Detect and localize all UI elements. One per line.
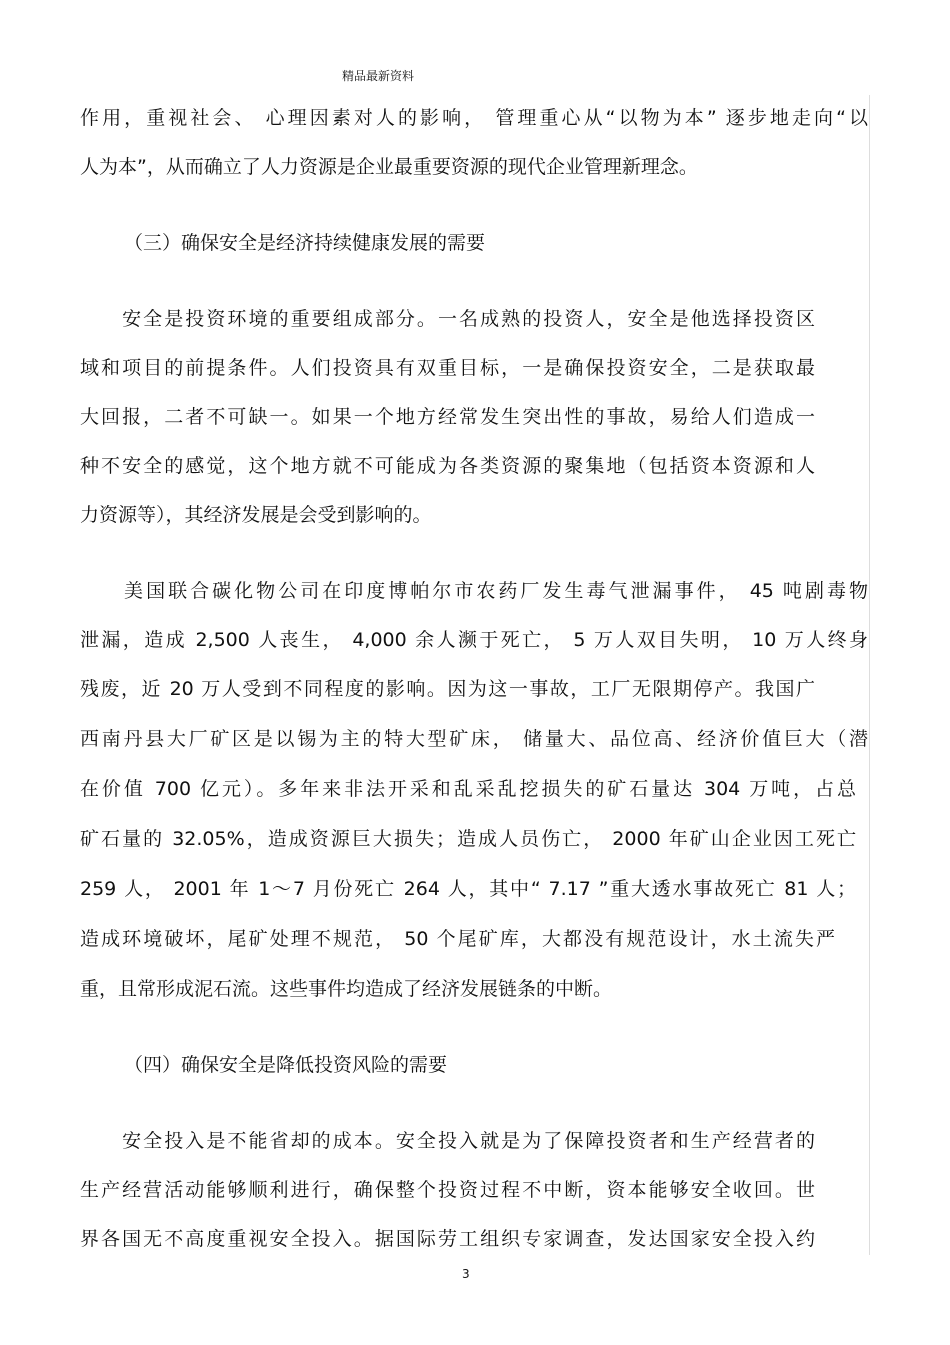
paragraph-line: 矿石量的 32.05%，造成资源巨大损失；造成人员伤亡， 2000 年矿山企业因工死亡: [80, 828, 856, 850]
paragraph-line: 人为本”，从而确立了人力资源是企业最重要资源的现代企业管理新理念。: [80, 156, 698, 178]
paragraph-line: 界各国无不高度重视安全投入。据国际劳工组织专家调查，发达国家安全投入约: [80, 1228, 815, 1250]
section-heading: （三）确保安全是经济持续健康发展的需要: [124, 232, 486, 254]
paragraph-line: 重，且常形成泥石流。这些事件均造成了经济发展链条的中断。: [80, 978, 613, 1000]
paragraph-line: 力资源等），其经济发展是会受到影响的。: [80, 504, 432, 526]
paragraph-line: 大回报，二者不可缺一。如果一个地方经常发生突出性的事故，易给人们造成一: [80, 406, 815, 428]
paragraph-line: 域和项目的前提条件。人们投资具有双重目标，一是确保投资安全，二是获取最: [80, 357, 815, 379]
paragraph-line: 在价值 700 亿元）。多年来非法开采和乱采乱挖损失的矿石量达 304 万吨，占总: [80, 778, 856, 800]
paragraph-line: 残废，近 20 万人受到不同程度的影响。因为这一事故，工厂无限期停产。我国广: [80, 678, 815, 700]
paragraph-line: 生产经营活动能够顺利进行，确保整个投资过程不中断，资本能够安全收回。世: [80, 1179, 815, 1201]
section-heading: （四）确保安全是降低投资风险的需要: [124, 1054, 448, 1076]
paragraph-line: 西南丹县大厂矿区是以锡为主的特大型矿床， 储量大、品位高、经济价值巨大（潜: [80, 728, 868, 750]
paragraph-line: 安全是投资环境的重要组成部分。一名成熟的投资人，安全是他选择投资区: [80, 308, 815, 330]
paragraph-line: 美国联合碳化物公司在印度博帕尔市农药厂发生毒气泄漏事件， 45 吨剧毒物: [80, 580, 868, 602]
paragraph-line: 种不安全的感觉，这个地方就不可能成为各类资源的聚集地（包括资本资源和人: [80, 455, 815, 477]
paragraph-line: 259 人， 2001 年 1～7 月份死亡 264 人，其中“ 7.17 ”重大透水事故死亡 81 人；: [80, 878, 856, 900]
paragraph-line: 泄漏，造成 2,500 人丧生， 4,000 余人濒于死亡， 5 万人双目失明， 10 万人终身: [80, 629, 868, 651]
page-number: 3: [462, 1267, 470, 1281]
page-header: 精品最新资料: [342, 69, 415, 83]
page-right-border: [869, 95, 870, 1255]
paragraph-line: 造成环境破坏，尾矿处理不规范， 50 个尾矿库，大都没有规范设计，水土流失严: [80, 928, 835, 950]
paragraph-line: 作用，重视社会、 心理因素对人的影响， 管理重心从“以物为本” 逐步地走向“以: [80, 107, 868, 129]
paragraph-line: 安全投入是不能省却的成本。安全投入就是为了保障投资者和生产经营者的: [80, 1130, 815, 1152]
